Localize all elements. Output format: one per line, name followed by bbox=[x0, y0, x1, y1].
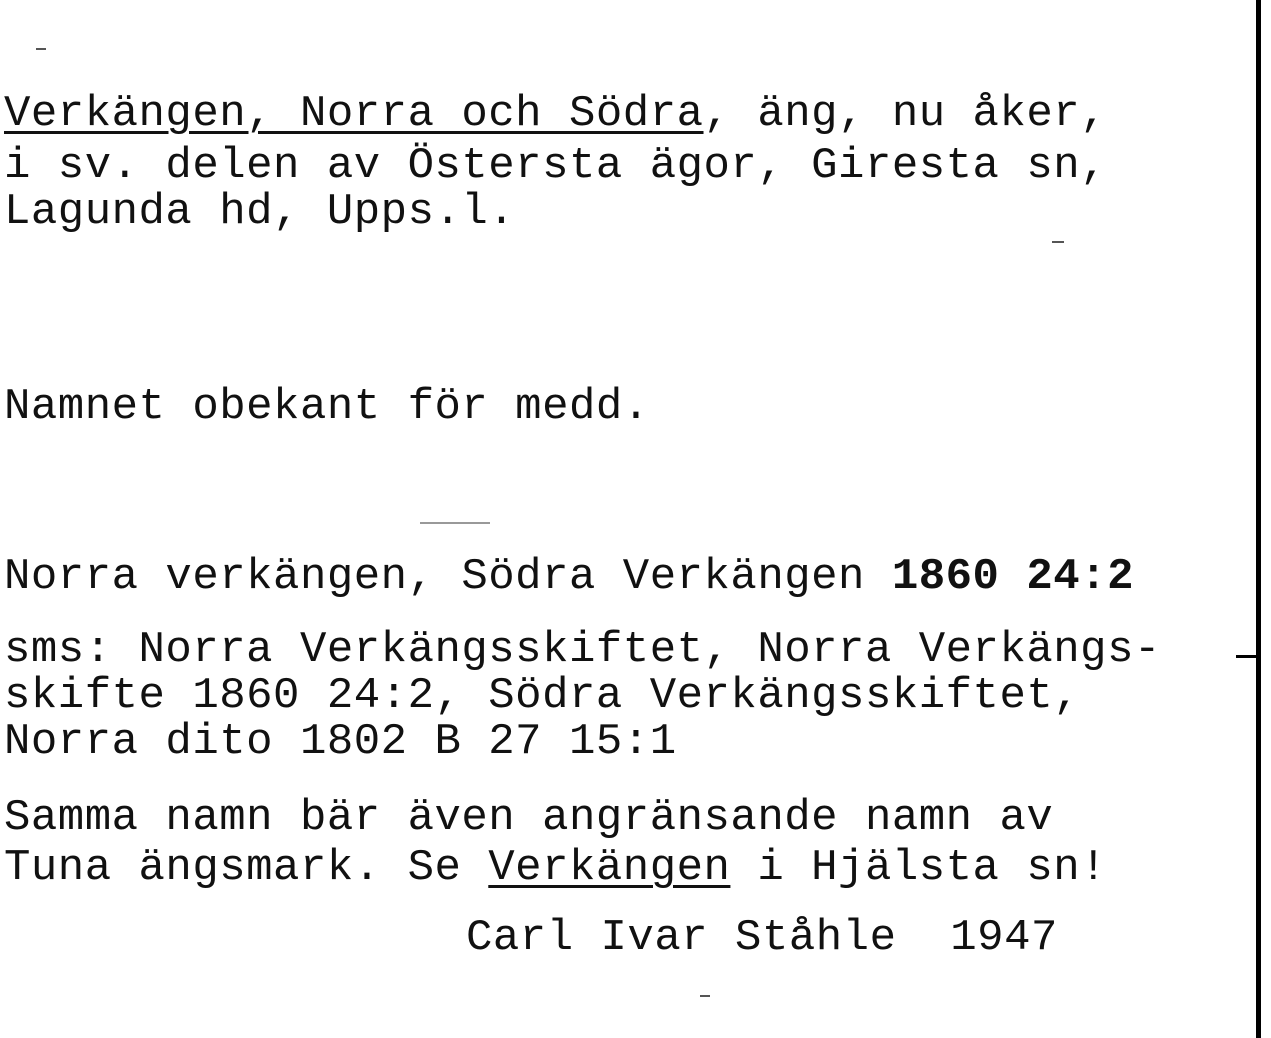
scan-speck bbox=[1052, 241, 1064, 243]
source-line-1-text: Norra verkängen, Södra Verkängen bbox=[4, 552, 892, 602]
scan-speck bbox=[36, 48, 46, 50]
remark-line-2-before: Tuna ängsmark. Se bbox=[4, 843, 489, 893]
margin-hyphen-mark bbox=[1236, 655, 1258, 658]
card-edge-line bbox=[1256, 0, 1261, 1038]
source-line-4: Norra dito 1802 B 27 15:1 bbox=[4, 717, 677, 767]
source-line-1-ref: 1860 24:2 bbox=[891, 552, 1134, 602]
heading-line-3: Lagunda hd, Upps.l. bbox=[4, 187, 516, 237]
source-line-3: skifte 1860 24:2, Södra Verkängsskiftet, bbox=[4, 671, 1081, 721]
informant-note: Namnet obekant för medd. bbox=[4, 382, 650, 432]
scan-speck bbox=[700, 995, 710, 997]
signature-year: 1947 bbox=[950, 913, 1058, 963]
source-line-2: sms: Norra Verkängsskiftet, Norra Verkängs- bbox=[4, 625, 1161, 675]
heading-line-1 bbox=[4, 89, 1108, 139]
remark-line-2-after: i Hjälsta sn! bbox=[730, 843, 1108, 893]
heading-line-2: i sv. delen av Östersta ägor, Giresta sn, bbox=[4, 141, 1108, 191]
scan-speck bbox=[420, 522, 490, 524]
source-line-1 bbox=[4, 552, 1134, 602]
remark-line-1: Samma namn bär även angränsande namn av bbox=[4, 793, 1054, 843]
heading-line-1-rest: , äng, nu åker, bbox=[703, 89, 1108, 139]
cross-reference-link: Verkängen bbox=[488, 843, 731, 893]
signature-name: Carl Ivar Ståhle bbox=[466, 913, 897, 963]
remark-line-2 bbox=[4, 843, 1108, 893]
place-name: Verkängen, Norra och Södra bbox=[4, 89, 704, 139]
signature bbox=[466, 913, 1058, 963]
